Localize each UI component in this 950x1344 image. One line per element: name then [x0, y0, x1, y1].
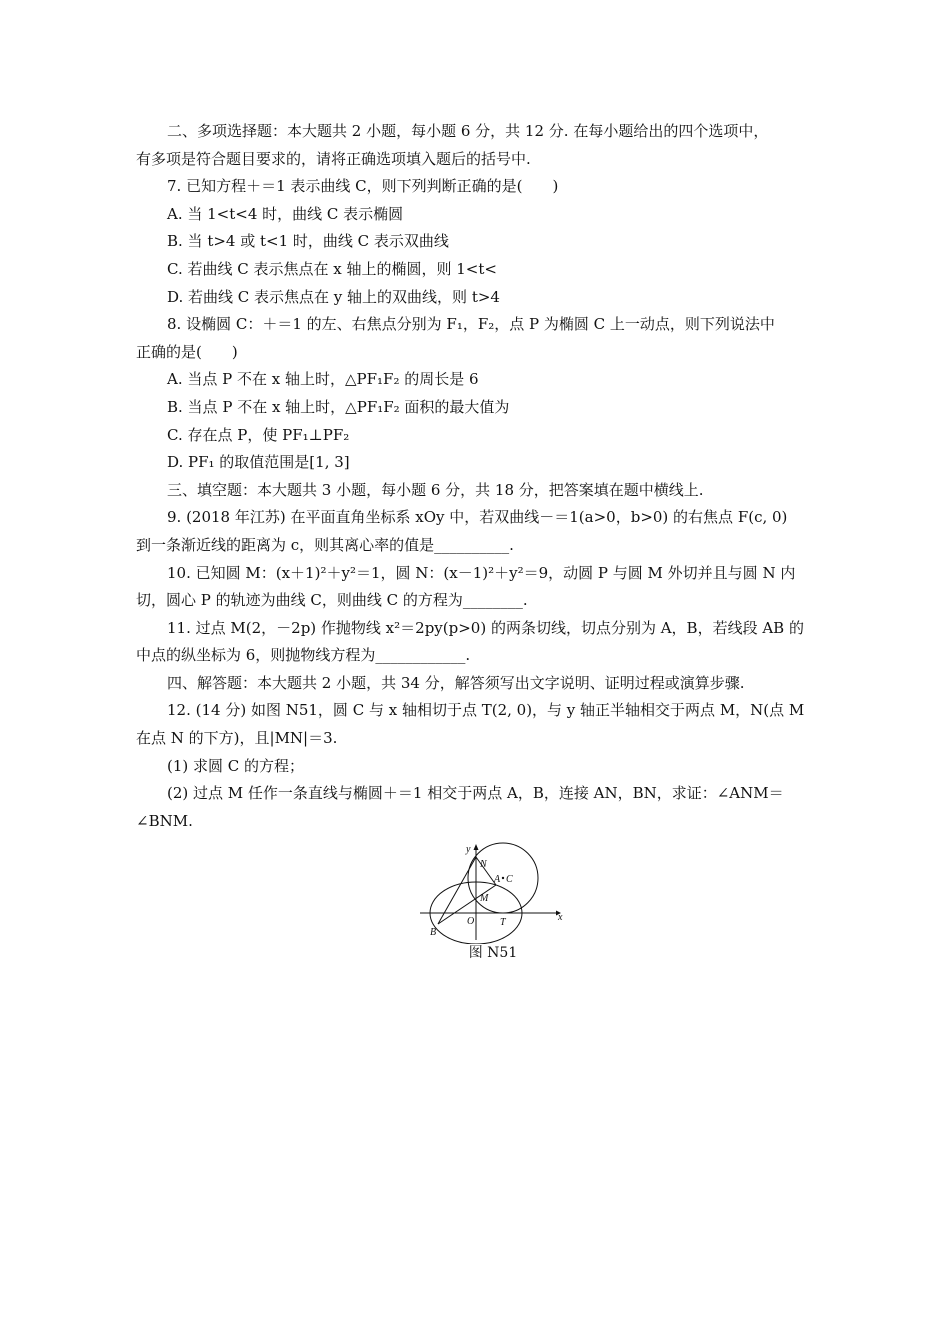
label-y: y: [466, 844, 471, 855]
text-line: 切，圆心 P 的轨迹为曲线 C，则曲线 C 的方程为________.: [136, 591, 528, 610]
question-7: 7. 已知方程＋＝1 表示曲线 C，则下列判断正确的是( ): [167, 177, 559, 196]
option-8b: B. 当点 P 不在 x 轴上时，△PF₁F₂ 面积的最大值为: [167, 397, 510, 416]
text-line: 正确的是( ): [136, 342, 238, 361]
question-text: [136, 118, 816, 835]
question-10: 10. 已知圆 M：(x＋1)²＋y²＝1，圆 N：(x－1)²＋y²＝9，动圆 P 与圆 M 外切并且与圆 N 内: [167, 563, 796, 582]
option-7c: C. 若曲线 C 表示焦点在 x 轴上的椭圆，则 1<t<: [167, 259, 497, 278]
text-line: 有多项是符合题目要求的，请将正确选项填入题后的括号中.: [136, 149, 531, 168]
question-8: 8. 设椭圆 C：＋＝1 的左、右焦点分别为 F₁，F₂，点 P 为椭圆 C 上一动点，则下列说法中: [167, 315, 775, 334]
option-8c: C. 存在点 P，使 PF₁⊥PF₂: [167, 425, 350, 444]
label-o: O: [467, 916, 475, 927]
question-11: 11. 过点 M(2，－2p) 作抛物线 x²＝2py(p>0) 的两条切线，切点分别为 A，B，若线段 AB 的: [167, 618, 804, 637]
text-line: 在点 N 的下方)，且|MN|＝3.: [136, 729, 338, 748]
text-line: 到一条渐近线的距离为 c，则其离心率的值是__________.: [136, 535, 514, 554]
label-a: A: [494, 874, 501, 885]
option-8d: D. PF₁ 的取值范围是[1, 3]: [167, 453, 350, 472]
label-n: N: [480, 859, 487, 870]
option-7d: D. 若曲线 C 表示焦点在 y 轴上的双曲线，则 t>4: [167, 287, 500, 306]
label-t: T: [500, 917, 506, 928]
figure-caption: 图 N51: [468, 945, 518, 961]
question-12: 12. (14 分) 如图 N51，圆 C 与 x 轴相切于点 T(2, 0)，与 y 轴正半轴相交于两点 M，N(点 M: [167, 701, 805, 720]
option-7b: B. 当 t>4 或 t<1 时，曲线 C 表示双曲线: [167, 232, 449, 251]
section-heading-solutions: 四、解答题：本大题共 2 小题，共 34 分，解答须写出文字说明、证明过程或演算步骤.: [167, 673, 745, 692]
label-x: x: [558, 912, 563, 923]
center-point-c: [502, 877, 504, 879]
question-12-part-2: (2) 过点 M 任作一条直线与椭圆＋＝1 相交于两点 A，B，连接 AN，BN，求证：∠ANM＝: [167, 784, 784, 803]
option-8a: A. 当点 P 不在 x 轴上时，△PF₁F₂ 的周长是 6: [167, 370, 479, 389]
text-line: 中点的纵坐标为 6，则抛物线方程为____________.: [136, 646, 471, 665]
text-line: ∠BNM.: [136, 811, 193, 830]
label-m: M: [480, 893, 489, 904]
section-heading-multiple-choice: 二、多项选择题：本大题共 2 小题，每小题 6 分，共 12 分. 在每小题给出的四个选项中，: [167, 122, 769, 140]
y-axis-arrow: [474, 844, 479, 850]
question-12-part-1: (1) 求圆 C 的方程；: [167, 756, 305, 775]
label-b: B: [430, 927, 437, 938]
section-heading-fill-in: 三、填空题：本大题共 3 小题，每小题 6 分，共 18 分，把答案填在题中横线上.: [167, 480, 704, 499]
figure-n51: [418, 840, 568, 968]
question-9: 9. (2018 年江苏) 在平面直角坐标系 xOy 中，若双曲线－＝1(a>0，b>0) 的右焦点 F(c, 0): [167, 508, 788, 527]
label-c: C: [506, 874, 513, 885]
option-7a: A. 当 1<t<4 时，曲线 C 表示椭圆: [167, 204, 404, 223]
figure-diagram: [418, 840, 568, 944]
